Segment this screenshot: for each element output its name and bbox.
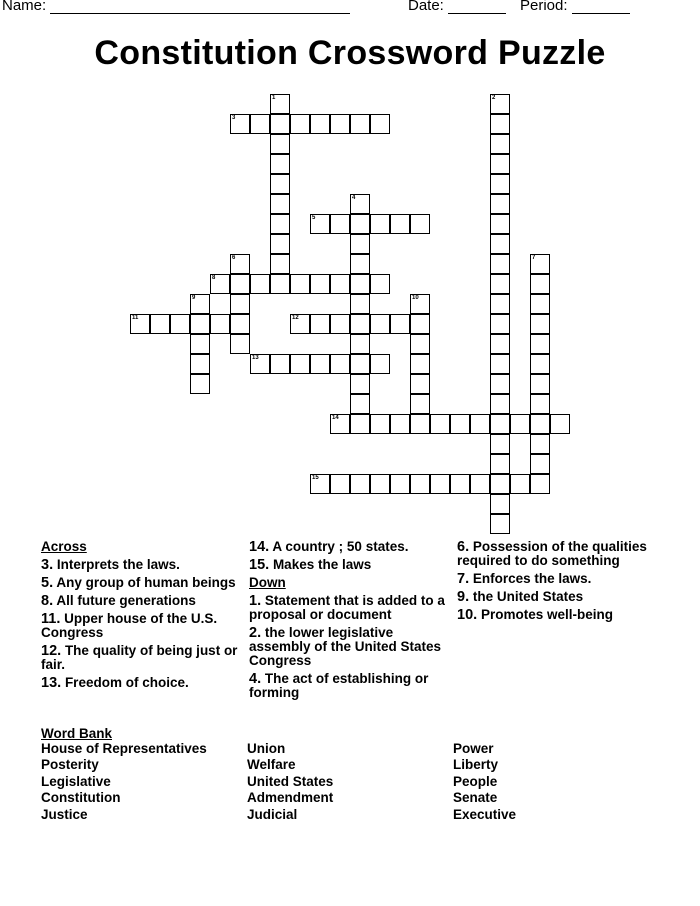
clue-text: All future generations [56, 593, 196, 608]
cell-number: 13 [252, 355, 259, 361]
crossword-cell[interactable] [230, 314, 250, 334]
crossword-cell[interactable] [270, 94, 290, 114]
crossword-cell[interactable] [490, 154, 510, 174]
crossword-cell[interactable] [370, 114, 390, 134]
crossword-cell[interactable] [550, 414, 570, 434]
crossword-cell[interactable] [290, 314, 310, 334]
crossword-cell[interactable] [530, 414, 550, 434]
crossword-cell[interactable] [370, 274, 390, 294]
crossword-cell[interactable] [250, 354, 270, 374]
clue-across-5 [41, 576, 241, 590]
crossword-cell[interactable] [190, 374, 210, 394]
clue-across-12 [41, 644, 241, 672]
word-bank-item: Justice [41, 806, 88, 822]
clue-across-8 [41, 594, 241, 608]
clue-down-1 [249, 594, 449, 622]
cell-number: 8 [212, 275, 216, 281]
clues-column-2 [249, 540, 449, 704]
crossword-cell[interactable] [470, 414, 490, 434]
crossword-cell[interactable] [410, 374, 430, 394]
crossword-cell[interactable] [490, 354, 510, 374]
crossword-cell[interactable] [330, 114, 350, 134]
clue-text: A country ; 50 states. [272, 539, 409, 554]
clue-number: 1. [249, 593, 262, 609]
crossword-cell[interactable] [490, 454, 510, 474]
clue-number: 2. [249, 625, 262, 641]
clue-text: The quality of being just or fair. [41, 643, 238, 672]
clue-down-2 [249, 626, 449, 668]
cell-number: 12 [292, 315, 299, 321]
word-bank-item: Union [247, 741, 286, 756]
crossword-cell[interactable] [290, 274, 310, 294]
crossword-cell[interactable] [370, 354, 390, 374]
crossword-cell[interactable] [530, 274, 550, 294]
crossword-cell[interactable] [290, 354, 310, 374]
clue-number: 15. [249, 557, 270, 573]
clue-text: the United States [472, 589, 584, 604]
crossword-cell[interactable] [310, 354, 330, 374]
cell-number: 4 [352, 195, 356, 201]
word-bank-item: Legislative [41, 773, 111, 789]
word-bank-item: Constitution [41, 790, 121, 806]
clue-across-14 [249, 540, 449, 554]
crossword-cell[interactable] [190, 294, 210, 314]
crossword-cell[interactable] [230, 334, 250, 354]
crossword-cell[interactable] [350, 374, 370, 394]
crossword-cell[interactable] [410, 294, 430, 314]
crossword-cell[interactable] [530, 294, 550, 314]
word-bank-item: Welfare [247, 757, 296, 773]
word-bank-item: House of Representatives [41, 741, 207, 756]
clue-across-11 [41, 612, 241, 640]
clue-number: 7. [457, 571, 470, 587]
crossword-cell[interactable] [290, 114, 310, 134]
clue-text: Possession of the qualities required to do something [457, 539, 647, 568]
period-label: Period: [520, 0, 568, 14]
crossword-cell[interactable] [370, 214, 390, 234]
clue-down-9 [457, 590, 657, 604]
crossword-cell[interactable] [330, 314, 350, 334]
crossword-cell[interactable] [250, 114, 270, 134]
crossword-cell[interactable] [270, 134, 290, 154]
clue-number: 11. [41, 611, 61, 627]
crossword-cell[interactable] [150, 314, 170, 334]
clue-number: 12. [41, 643, 62, 659]
clue-text: the lower legislative assembly of the United States Congress [249, 625, 442, 668]
clue-number: 8. [41, 593, 54, 609]
crossword-cell[interactable] [310, 214, 330, 234]
crossword-cell[interactable] [230, 254, 250, 274]
crossword-cell[interactable] [270, 174, 290, 194]
clue-text: Interprets the laws. [56, 557, 180, 572]
crossword-cell[interactable] [490, 114, 510, 134]
crossword-cell[interactable] [190, 354, 210, 374]
crossword-cell[interactable] [490, 134, 510, 154]
crossword-cell[interactable] [270, 354, 290, 374]
crossword-cell[interactable] [490, 214, 510, 234]
clue-text: Statement that is added to a proposal or document [249, 593, 445, 622]
crossword-cell[interactable] [270, 154, 290, 174]
crossword-cell[interactable] [230, 294, 250, 314]
crossword-cell[interactable] [490, 434, 510, 454]
clue-text: Enforces the laws. [472, 571, 592, 586]
across-heading: Across [41, 539, 87, 554]
word-bank-column-3 [453, 741, 516, 823]
word-bank-item: United States [247, 773, 334, 789]
cell-number: 11 [132, 315, 139, 321]
crossword-cell[interactable] [350, 294, 370, 314]
cell-number: 7 [532, 255, 536, 261]
crossword-cell[interactable] [530, 434, 550, 454]
crossword-cell[interactable] [270, 194, 290, 214]
crossword-cell[interactable] [430, 414, 450, 434]
crossword-cell[interactable] [410, 394, 430, 414]
cell-number: 6 [232, 255, 236, 261]
crossword-cell[interactable] [350, 254, 370, 274]
word-bank-item: Admendment [247, 790, 334, 806]
crossword-cell[interactable] [370, 314, 390, 334]
crossword-cell[interactable] [190, 334, 210, 354]
crossword-cell[interactable] [390, 474, 410, 494]
crossword-cell[interactable] [490, 414, 510, 434]
word-bank-item: Senate [453, 790, 498, 806]
crossword-cell[interactable] [350, 394, 370, 414]
clues-column-1 [41, 540, 241, 694]
crossword-cell[interactable] [530, 394, 550, 414]
page-title: Constitution Crossword Puzzle [94, 34, 606, 72]
crossword-cell[interactable] [530, 354, 550, 374]
crossword-cell[interactable] [350, 234, 370, 254]
crossword-cell[interactable] [490, 194, 510, 214]
clue-text: Freedom of choice. [64, 675, 189, 690]
crossword-cell[interactable] [350, 354, 370, 374]
crossword-cell[interactable] [490, 174, 510, 194]
word-bank-heading: Word Bank [41, 726, 113, 741]
clue-across-3 [41, 558, 241, 572]
clue-text: The act of establishing or forming [249, 671, 429, 700]
crossword-cell[interactable] [490, 334, 510, 354]
crossword-cell[interactable] [490, 94, 510, 114]
crossword-cell[interactable] [490, 474, 510, 494]
crossword-cell[interactable] [410, 414, 430, 434]
clue-number: 5. [41, 575, 54, 591]
crossword-cell[interactable] [390, 214, 410, 234]
cell-number: 1 [272, 95, 276, 101]
crossword-cell[interactable] [410, 354, 430, 374]
clue-across-13 [41, 676, 241, 690]
crossword-cell[interactable] [490, 294, 510, 314]
clue-number: 10. [457, 607, 478, 623]
clues-column-3 [457, 540, 657, 626]
clue-number: 13. [41, 675, 62, 691]
crossword-cell[interactable] [350, 474, 370, 494]
crossword-cell[interactable] [530, 334, 550, 354]
crossword-cell[interactable] [490, 494, 510, 514]
word-bank-item: Posterity [41, 757, 99, 773]
word-bank-column-1 [41, 741, 207, 823]
date-label: Date: [408, 0, 444, 14]
crossword-cell[interactable] [530, 314, 550, 334]
crossword-cell[interactable] [530, 374, 550, 394]
crossword-cell[interactable] [490, 274, 510, 294]
crossword-cell[interactable] [310, 114, 330, 134]
crossword-cell[interactable] [490, 394, 510, 414]
cell-number: 5 [312, 215, 316, 221]
cell-number: 15 [312, 475, 319, 481]
cell-number: 9 [192, 295, 196, 301]
crossword-cell[interactable] [270, 114, 290, 134]
cell-number: 10 [412, 295, 419, 301]
word-bank-item: Executive [453, 806, 517, 822]
crossword-cell[interactable] [390, 314, 410, 334]
crossword-cell[interactable] [530, 474, 550, 494]
clue-down-4 [249, 672, 449, 700]
crossword-cell[interactable] [230, 114, 250, 134]
crossword-cell[interactable] [490, 254, 510, 274]
cell-number: 14 [332, 415, 339, 421]
cell-number: 2 [492, 95, 496, 101]
crossword-cell[interactable] [270, 214, 290, 234]
crossword-cell[interactable] [370, 474, 390, 494]
crossword-cell[interactable] [410, 314, 430, 334]
clue-number: 6. [457, 539, 470, 555]
crossword-cell[interactable] [230, 274, 250, 294]
crossword-cell[interactable] [470, 474, 490, 494]
crossword-cell[interactable] [510, 474, 530, 494]
crossword-cell[interactable] [350, 194, 370, 214]
crossword-cell[interactable] [490, 514, 510, 534]
crossword-cell[interactable] [450, 414, 470, 434]
crossword-cell[interactable] [310, 314, 330, 334]
crossword-cell[interactable] [410, 474, 430, 494]
crossword-cell[interactable] [330, 354, 350, 374]
crossword-cell[interactable] [430, 474, 450, 494]
word-bank-column-2 [247, 741, 333, 823]
clue-text: Any group of human beings [56, 575, 236, 590]
crossword-cell[interactable] [330, 474, 350, 494]
crossword-cell[interactable] [450, 474, 470, 494]
clue-number: 4. [249, 671, 262, 687]
crossword-cell[interactable] [310, 274, 330, 294]
crossword-cell[interactable] [410, 334, 430, 354]
crossword-cell[interactable] [170, 314, 190, 334]
crossword-cell[interactable] [410, 214, 430, 234]
word-bank-item: Judicial [247, 806, 298, 822]
crossword-cell[interactable] [270, 274, 290, 294]
crossword-cell[interactable] [330, 414, 350, 434]
word-bank-item: Power [453, 741, 494, 756]
crossword-cell[interactable] [490, 374, 510, 394]
crossword-cell[interactable] [350, 274, 370, 294]
crossword-cell[interactable] [330, 214, 350, 234]
down-heading: Down [249, 575, 286, 590]
cell-number: 3 [232, 115, 236, 121]
crossword-cell[interactable] [210, 314, 230, 334]
clue-down-6 [457, 540, 657, 568]
crossword-cell[interactable] [330, 274, 350, 294]
clue-across-15 [249, 558, 449, 572]
clue-text: Makes the laws [272, 557, 372, 572]
crossword-cell[interactable] [350, 334, 370, 354]
crossword-cell[interactable] [250, 274, 270, 294]
clue-number: 3. [41, 557, 54, 573]
crossword-cell[interactable] [350, 414, 370, 434]
word-bank-item: People [453, 773, 498, 789]
crossword-cell[interactable] [390, 414, 410, 434]
word-bank-item: Liberty [453, 757, 499, 773]
clue-down-10 [457, 608, 657, 622]
name-label: Name: [2, 0, 47, 14]
crossword-cell[interactable] [130, 314, 150, 334]
crossword-cell[interactable] [490, 314, 510, 334]
crossword-cell[interactable] [210, 274, 230, 294]
crossword-cell[interactable] [310, 474, 330, 494]
crossword-cell[interactable] [270, 254, 290, 274]
clue-text: Promotes well-being [480, 607, 613, 622]
crossword-cell[interactable] [530, 254, 550, 274]
crossword-cell[interactable] [350, 114, 370, 134]
crossword-cell[interactable] [270, 234, 290, 254]
crossword-cell[interactable] [510, 414, 530, 434]
clue-text: Upper house of the U.S. Congress [41, 611, 218, 640]
clue-number: 9. [457, 589, 470, 605]
crossword-cell[interactable] [530, 454, 550, 474]
clue-down-7 [457, 572, 657, 586]
crossword-cell[interactable] [190, 314, 210, 334]
crossword-cell[interactable] [350, 314, 370, 334]
crossword-cell[interactable] [490, 234, 510, 254]
crossword-cell[interactable] [350, 214, 370, 234]
clue-number: 14. [249, 539, 270, 555]
crossword-cell[interactable] [370, 414, 390, 434]
